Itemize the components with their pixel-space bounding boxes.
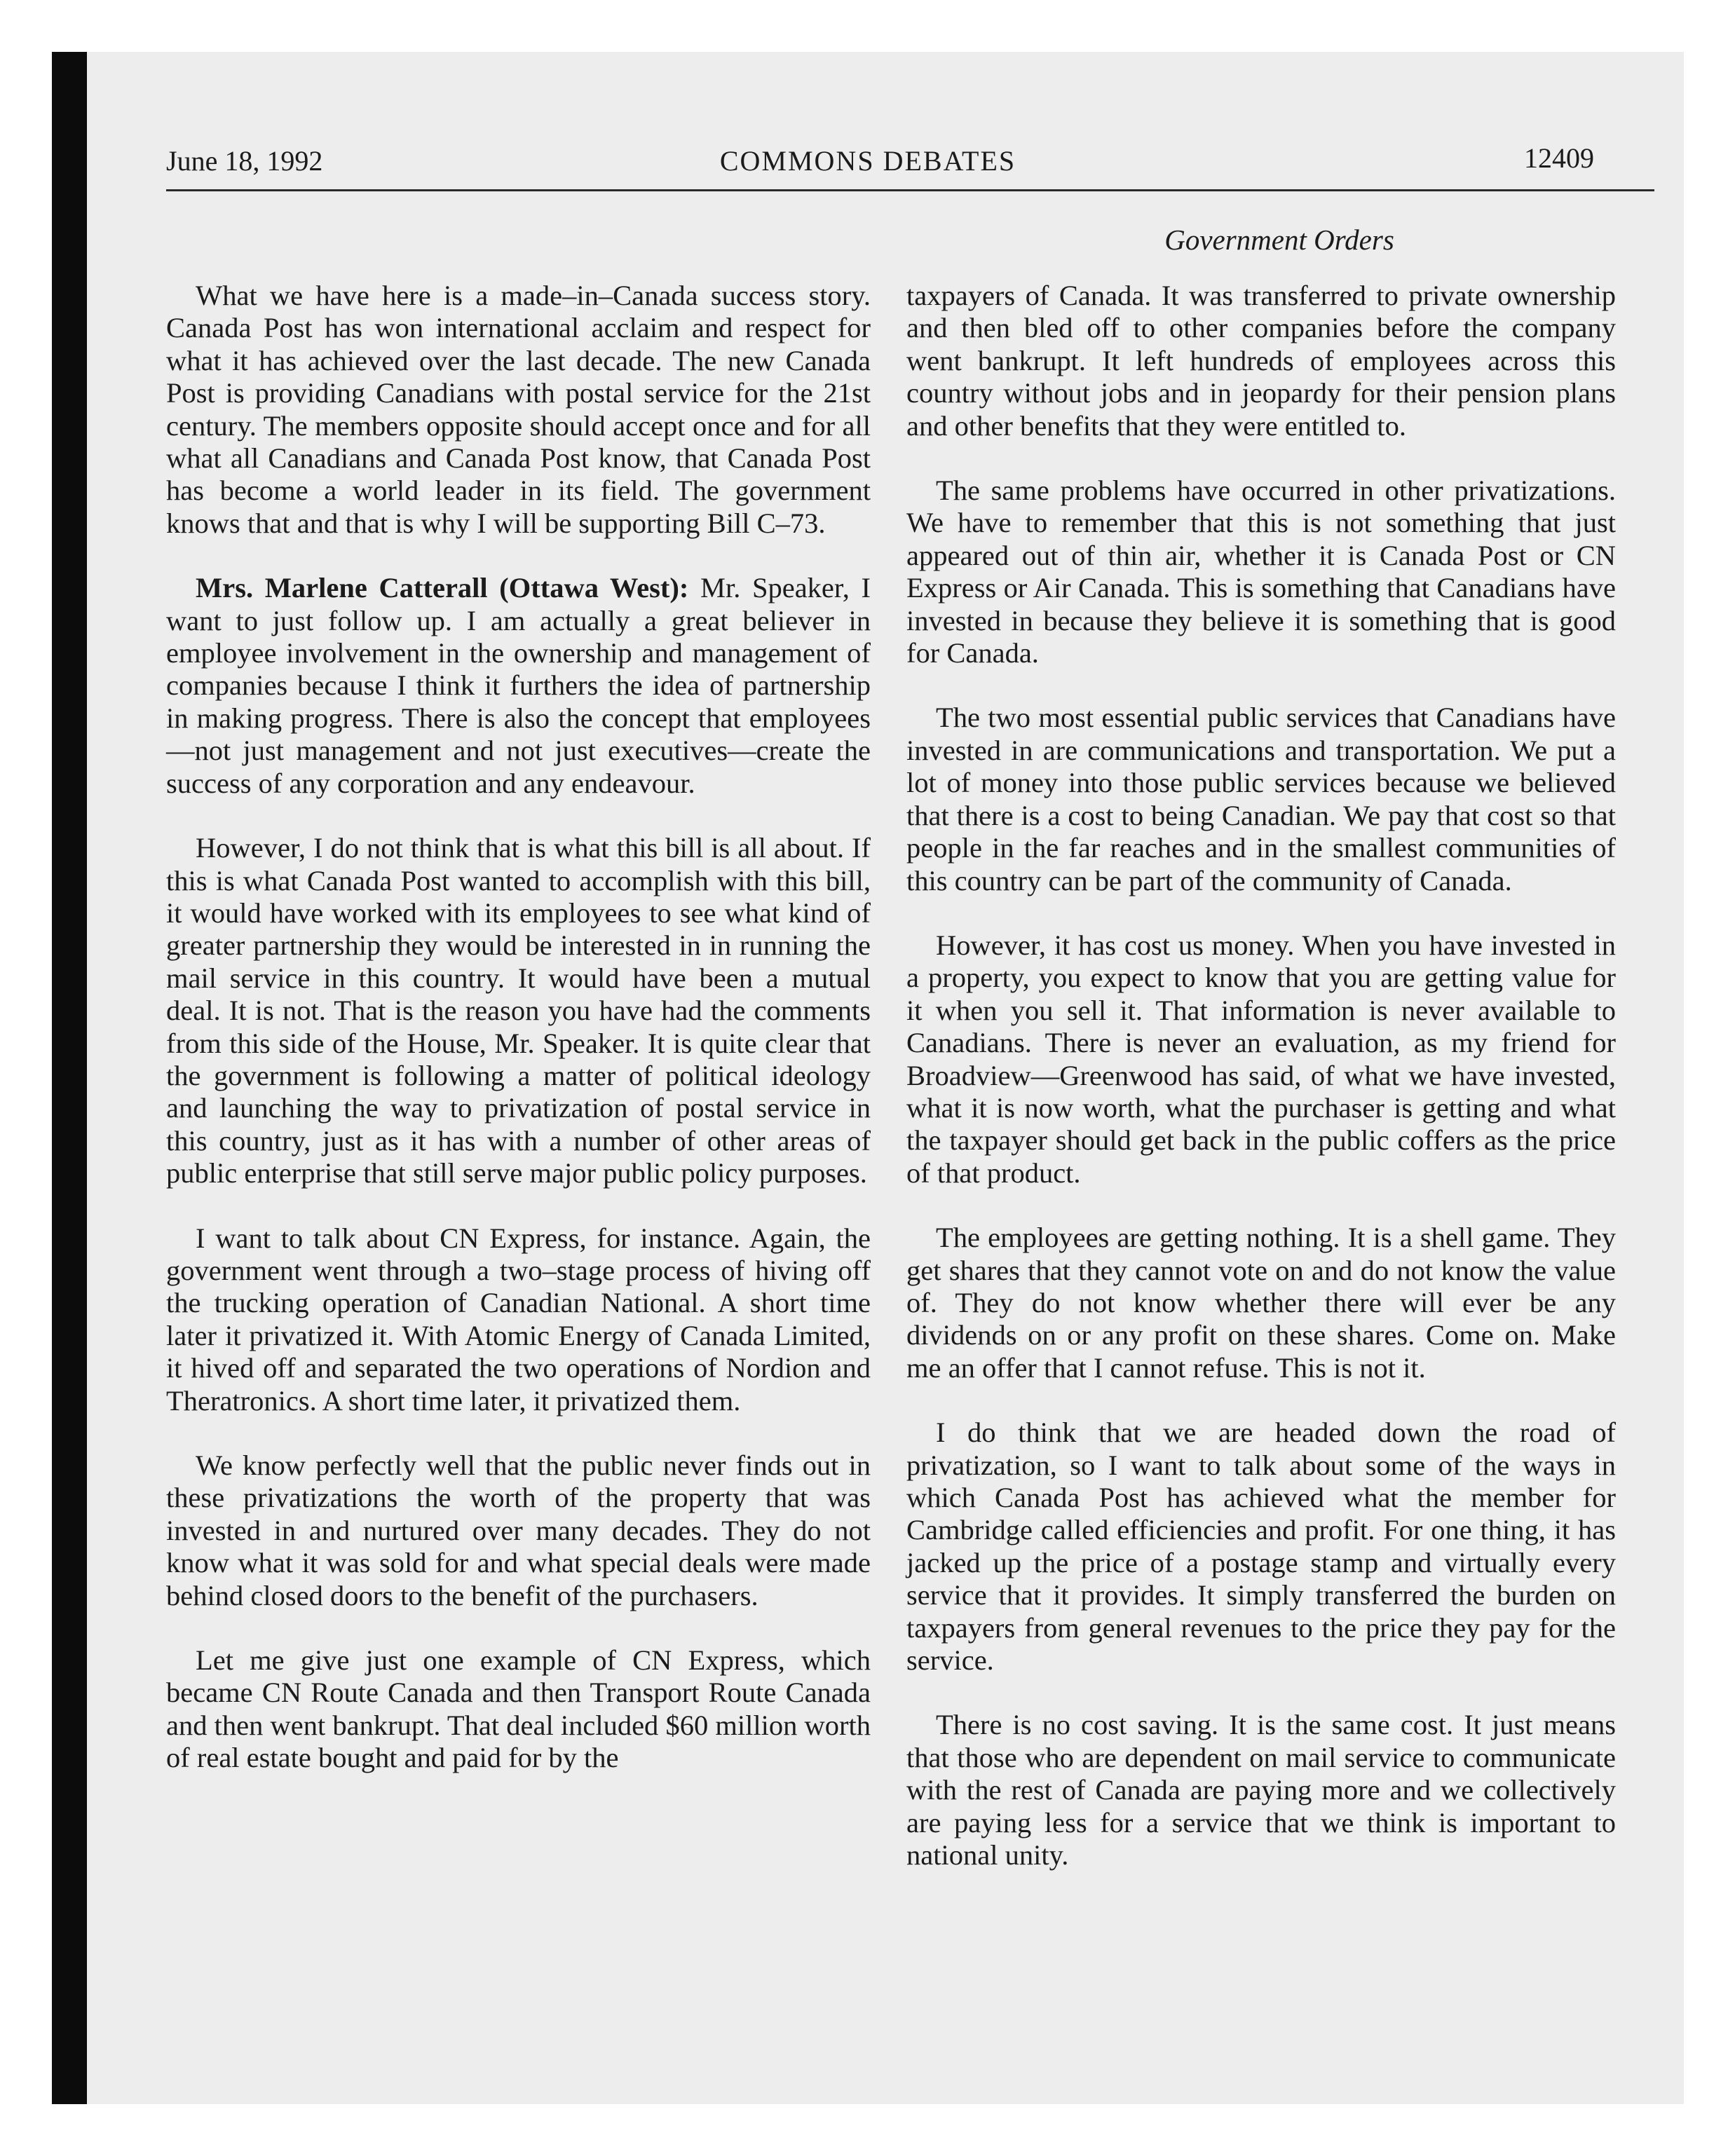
paragraph: The two most essential public services that Canadians have invested in are communications and transportation. We put a lot of money into those public services because we believed that there is a cost to being Canadian. We pay that cost so that people in the far reaches and in the smallest communities of this country can be part of the community of Canada. [906,702,1616,896]
paragraph-continued: taxpayers of Canada. It was transferred to private ownership and then bled off to other companies before the company went bankrupt. It left hundreds of employees across this country without jobs and in jeopardy for their pension plans and other benefits that they were entitled to. [906,280,1616,442]
right-column [906,280,1616,1904]
paragraph: Let me give just one example of CN Express, which became CN Route Canada and then Transport Route Canada and then went bankrupt. That deal included $60 million worth of real estate bought and paid for by the [166,1644,871,1774]
paragraph: There is no cost saving. It is the same cost. It just means that those who are dependent on mail service to communicate with the rest of Canada are paying more and we collectively are paying less for a service that we think is important to national unity. [906,1709,1616,1871]
left-column [166,280,871,1807]
speech-text: Mr. Speaker, I want to just follow up. I am actually a great believer in employee involvement in the ownership and management of companies because I think it furthers the idea of partnership in making progress. There is also the concept that employees—not just management and not just executives—create the success of any corporation and any endeavour. [166,572,871,799]
paragraph: The employees are getting nothing. It is a shell game. They get shares that they cannot vote on and do not know the value of. They do not know whether there will ever be any dividends on or any profit on these shares. Come on. Make me an offer that I cannot refuse. This is not it. [906,1222,1616,1384]
section-heading: Government Orders [1164,224,1394,256]
scanned-page [52,52,1684,2104]
paragraph: I do think that we are headed down the road of privatization, so I want to talk about some of the ways in which Canada Post has achieved what the member for Cambridge called efficiencies and profit. For one thing, it has jacked up the price of a postage stamp and virtually every service that it provides. It simply transferred the burden on taxpayers from general revenues to the price they pay for the service. [906,1417,1616,1677]
paragraph: However, I do not think that is what this bill is all about. If this is what Canada Post wanted to accomplish with this bill, it would have worked with its employees to see what kind of greater partnership they would be interested in in running the mail service in this country. It would have been a mutual deal. It is not. That is the reason you have had the comments from this side of the House, Mr. Speaker. It is quite clear that the government is following a matter of political ideology and launching the way to privatization of postal service in this country, just as it has with a number of other areas of public enterprise that still serve major public policy purposes. [166,832,871,1189]
binding-edge [52,52,87,2104]
paragraph: The same problems have occurred in other privatizations. We have to remember that this is not something that just appeared out of thin air, whether it is Canada Post or CN Express or Air Canada. This is something that Canadians have invested in because they believe it is something that is good for Canada. [906,475,1616,669]
paragraph-speech [166,572,871,800]
paragraph: I want to talk about CN Express, for instance. Again, the government went through a two–stage process of hiving off the trucking operation of Canadian National. A short time later it privatized it. With Atomic Energy of Canada Limited, it hived off and separated the two operations of Nordion and Theratronics. A short time later, it privatized them. [166,1222,871,1417]
header-title: COMMONS DEBATES [719,145,1016,177]
header-rule [166,189,1654,191]
paragraph: However, it has cost us money. When you have invested in a property, you expect to know that you are getting value for it when you sell it. That information is never available to Canadians. There is never an evaluation, as my friend for Broadview—Greenwood has said, of what we have invested, what it is now worth, what the purchaser is getting and what the taxpayer should get back in the public coffers as the price of that product. [906,929,1616,1189]
page-number: 12409 [1524,142,1594,174]
paragraph: What we have here is a made–in–Canada success story. Canada Post has won international acclaim and respect for what it has achieved over the last decade. The new Canada Post is providing Canadians with postal service for the 21st century. The members opposite should accept once and for all what all Canadians and Canada Post know, that Canada Post has become a world leader in its field. The government knows that and that is why I will be supporting Bill C–73. [166,280,871,539]
speaker-name: Mrs. Marlene Catterall (Ottawa West): [196,572,689,604]
header-date: June 18, 1992 [166,145,323,177]
paragraph: We know perfectly well that the public never finds out in these privatizations the worth of the property that was invested in and nurtured over many decades. They do not know what it was sold for and what special deals were made behind closed doors to the benefit of the purchasers. [166,1449,871,1611]
